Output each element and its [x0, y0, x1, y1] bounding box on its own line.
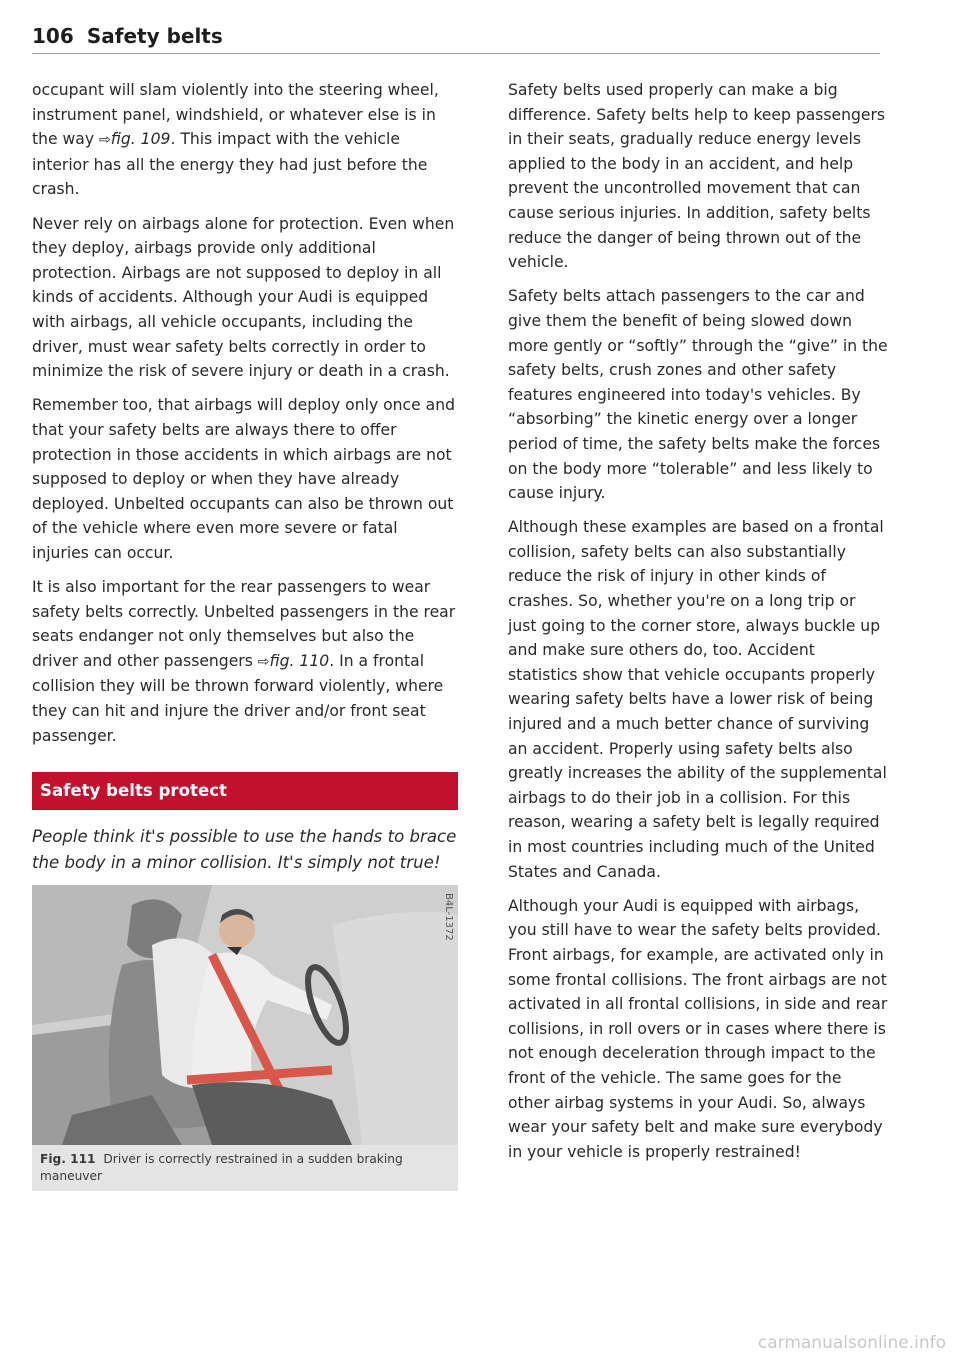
- figure-reference-link[interactable]: fig. 109: [110, 130, 171, 149]
- figure: [32, 885, 458, 1191]
- watermark: carmanualsonline.info: [757, 1333, 946, 1353]
- figure-label: Fig. 111: [40, 1151, 96, 1166]
- header-divider: [32, 53, 880, 54]
- paragraph-text: occupant will slam violently into the steering wheel, instrument panel, windshield, or whatever else is in the way: [32, 81, 439, 149]
- paragraph: Although your Audi is equipped with airbags, you still have to wear the safety belts provided. Front airbags, for example, are activated only in some frontal collisions. The front airbags are not activated in all frontal collisions, in side and rear collisions, in roll overs or in cases where there is not enough deceleration through impact to the front of the vehicle. The same goes for the other airbag systems in your Audi. So, always wear your safety belt and make sure everybody in your vehicle is properly restrained!: [508, 896, 888, 1161]
- cross-reference-arrow-icon[interactable]: ⇨: [257, 653, 270, 670]
- caption-text: Driver is correctly restrained in a sudden braking maneuver: [40, 1151, 403, 1183]
- figure-reference-link[interactable]: fig. 110: [269, 651, 330, 670]
- paragraph-text: . This impact with the vehicle interior has all the energy they had just before the crash.: [32, 130, 428, 199]
- cross-reference-arrow-icon[interactable]: ⇨: [99, 132, 111, 149]
- paragraph: [32, 78, 458, 202]
- paragraph: Although these examples are based on a frontal collision, safety belts can also substantially reduce the risk of injury in other kinds of crashes. So, whether you're on a long trip or just going to the corner store, always buckle up and make sure others do, too. Accident statistics show that vehicle occupants properly wearing safety belts have a lower risk of being injured and a much better chance of surviving an accident. Properly using safety belts also greatly increases the ability of the supplemental airbags to do their job in a collision. For this reason, wearing a safety belt is legally required in most countries including much of the United States and Canada.: [508, 518, 887, 881]
- paragraph-text: . In a frontal collision they will be thrown forward violently, where they can hit and injure the driver and/or front seat passenger.: [32, 651, 444, 745]
- driver-braking-illustration: [32, 885, 458, 1145]
- paragraph: [32, 575, 458, 748]
- right-column: [508, 78, 888, 1174]
- paragraph-text: It is also important for the rear passengers to wear safety belts correctly. Unbelted passengers in the rear seats endanger not only themselves but also the driver and other passengers: [32, 578, 456, 670]
- page-number: 106: [32, 24, 74, 48]
- paragraph: Safety belts attach passengers to the car and give them the benefit of being slowed down more gently or “softly” through the “give” in the safety belts, crush zones and other safety features engineered into today's vehicles. By “absorbing” the kinetic energy over a longer period of time, the safety belts make the forces on the body more “tolerable” and less likely to cause injury.: [508, 287, 888, 503]
- figure-caption: [32, 1145, 458, 1185]
- section-heading: Safety belts protect: [32, 772, 458, 810]
- paragraph: Never rely on airbags alone for protection. Even when they deploy, airbags provide only additional protection. Airbags are not supposed to deploy in all kinds of accidents. Although your Audi is equipped with airbags, all vehicle occupants, including the driver, must wear safety belts correctly in order to minimize the risk of severe injury or death in a crash.: [32, 214, 455, 381]
- page-header: [32, 24, 880, 48]
- paragraph: Remember too, that airbags will deploy only once and that your safety belts are always there to offer protection in those accidents in which airbags are not supposed to deploy or when they have already deployed. Unbelted occupants can also be thrown out of the vehicle where even more severe or fatal injuries can occur.: [32, 396, 456, 562]
- figure-code: B4L-1372: [443, 892, 454, 941]
- section-intro: People think it's possible to use the hands to brace the body in a minor collision. It's simply not true!: [32, 827, 457, 872]
- paragraph: Safety belts used properly can make a big difference. Safety belts help to keep passengers in their seats, gradually reduce energy levels applied to the body in an accident, and help prevent the uncontrolled movement that can cause serious injuries. In addition, safety belts reduce the danger of being thrown out of the vehicle.: [508, 81, 886, 272]
- header-title: Safety belts: [86, 24, 223, 48]
- left-column: [32, 78, 458, 1191]
